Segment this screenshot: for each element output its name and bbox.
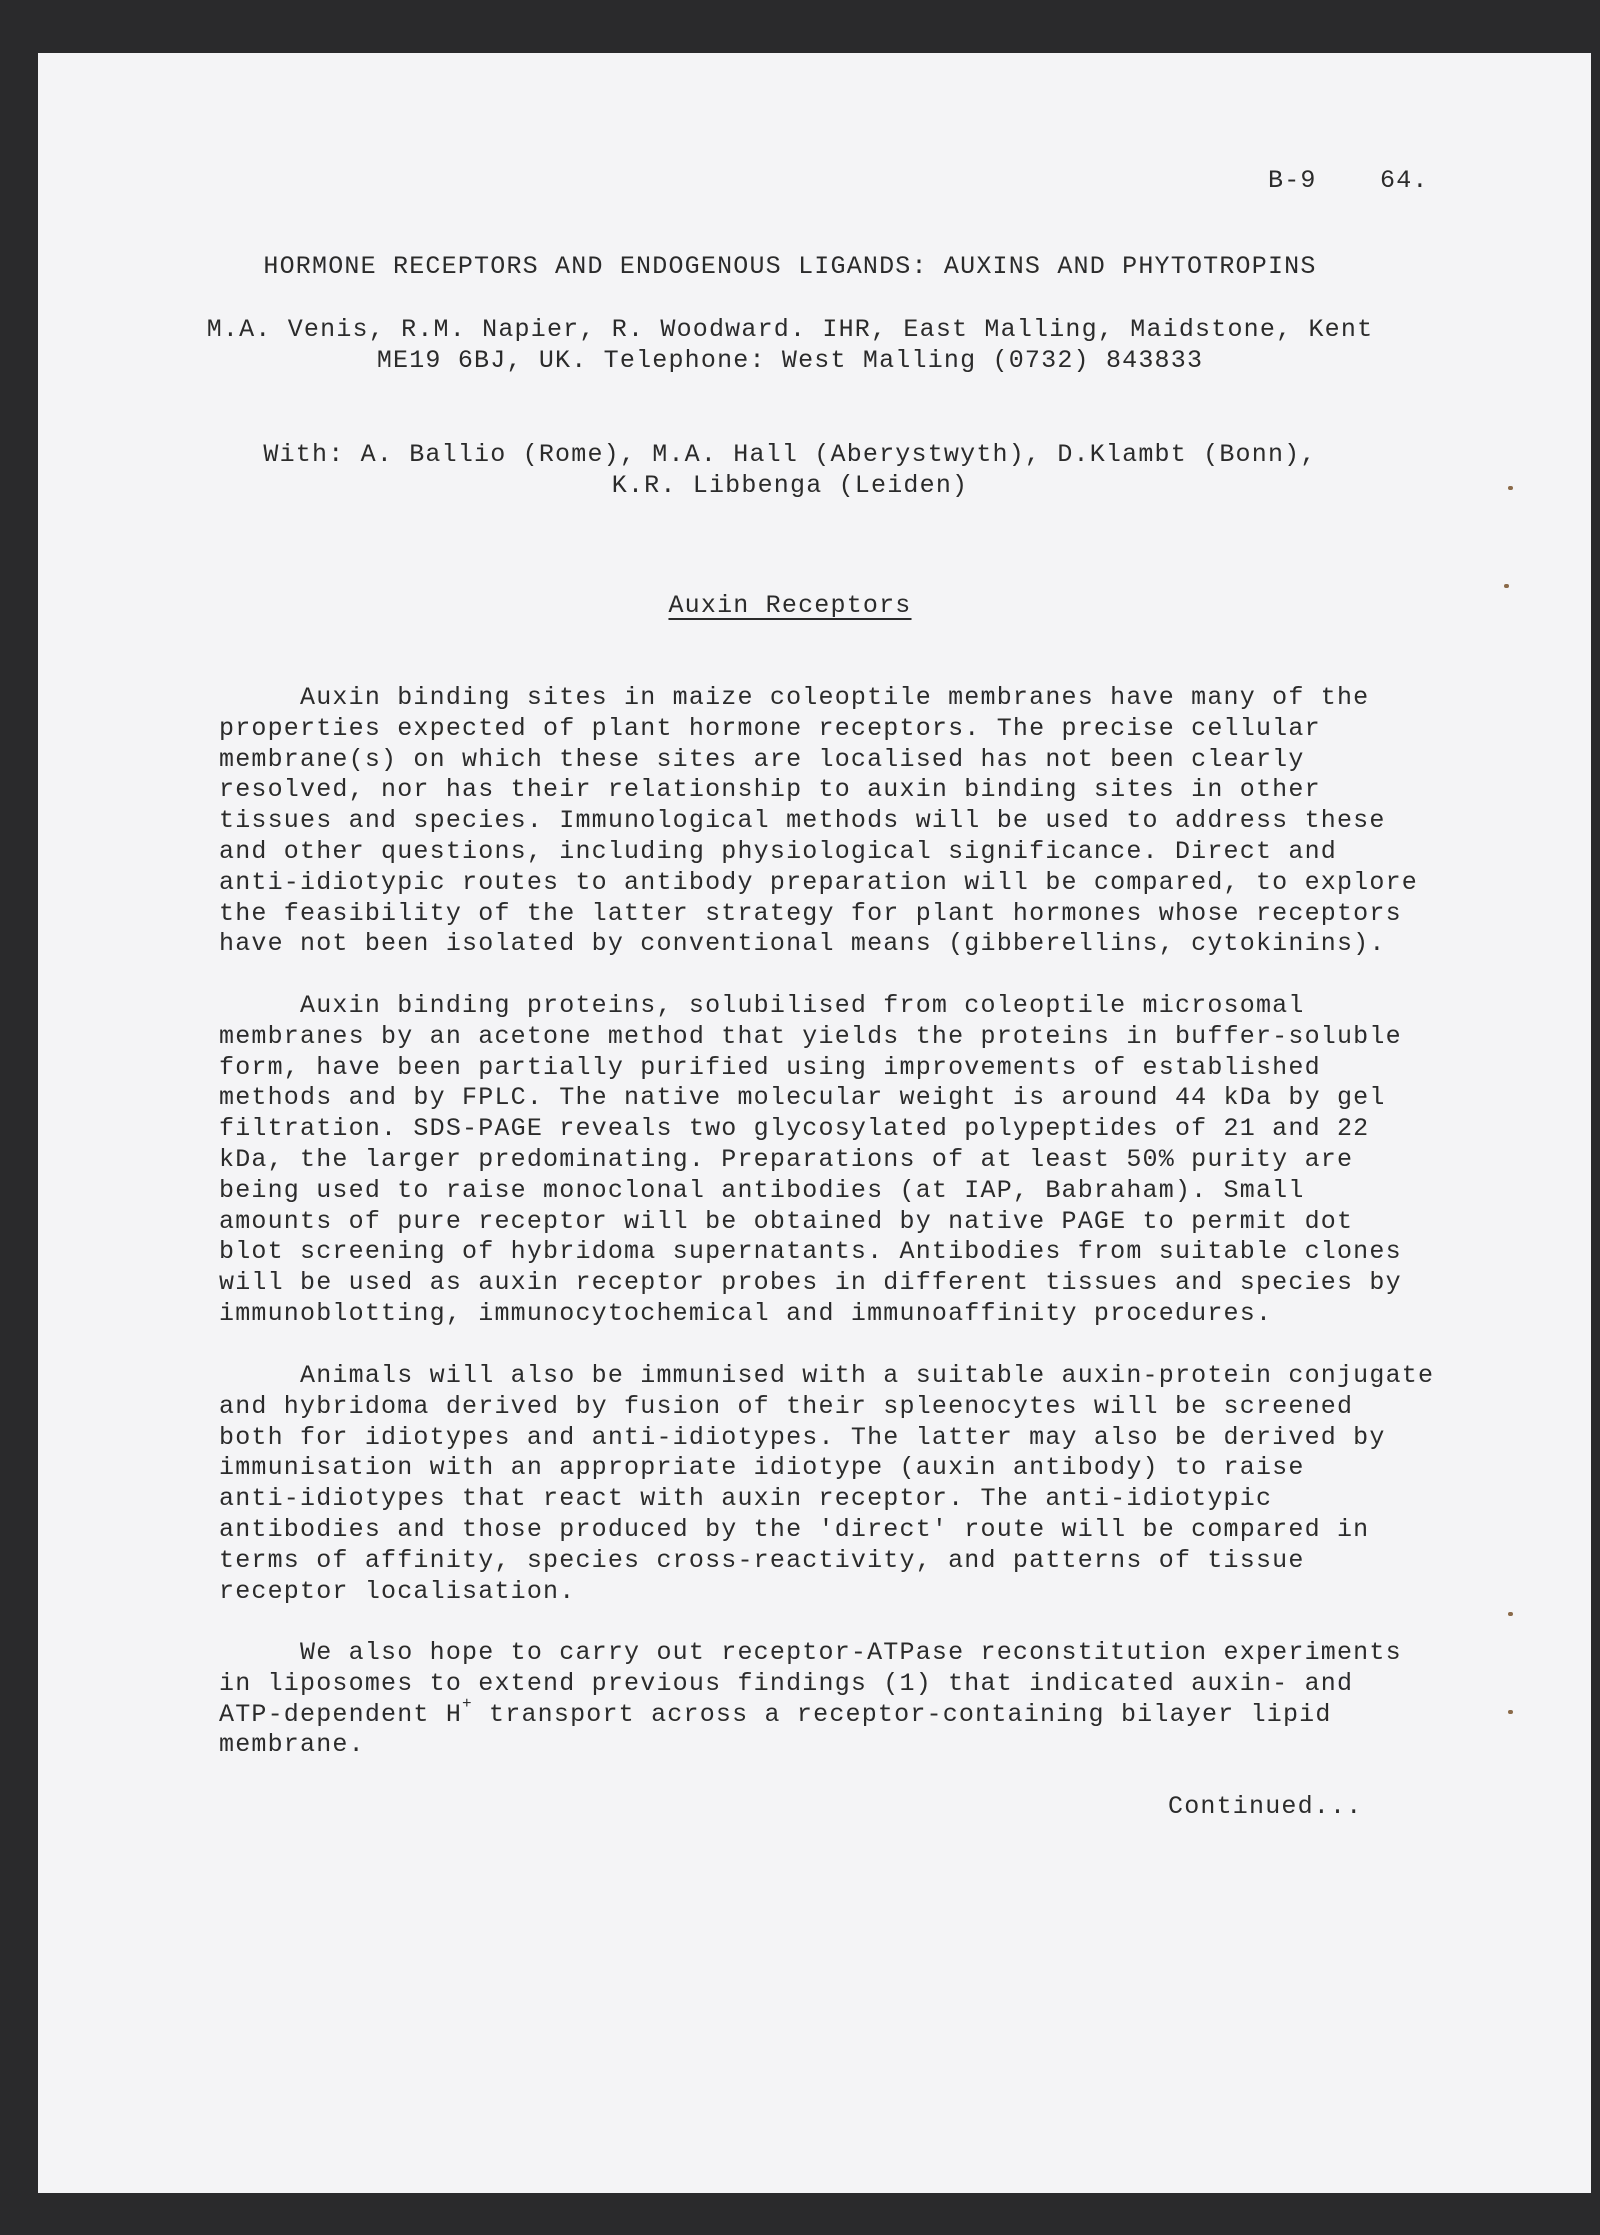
paper-speck: [1504, 584, 1509, 588]
text-line: form, have been partially purified using improvements of established: [219, 1052, 1321, 1082]
text-line: Auxin binding proteins, solubilised from coleoptile microsomal: [219, 991, 1305, 1020]
paragraph-4: [219, 1638, 1402, 1761]
paragraph-3: [219, 1361, 1434, 1607]
text-line: membranes by an acetone method that yields the proteins in buffer-soluble: [219, 1021, 1402, 1051]
paper-speck: [1508, 1710, 1513, 1714]
text-line: tissues and species. Immunological methods will be used to address these: [219, 806, 1386, 836]
text-line: anti-idiotypes that react with auxin receptor. The anti-idiotypic: [219, 1484, 1273, 1514]
paragraph-2: [219, 991, 1402, 1330]
collaborators-line-1: With: A. Ballio (Rome), M.A. Hall (Aberystwyth), D.Klambt (Bonn),: [263, 440, 1317, 469]
text-line: anti-idiotypic routes to antibody preparation will be compared, to explore: [219, 867, 1418, 897]
page-number: 64.: [1380, 166, 1429, 195]
text-line: kDa, the larger predominating. Preparations of at least 50% purity are: [219, 1144, 1354, 1174]
section-code: B-9: [1268, 166, 1317, 195]
text-line: properties expected of plant hormone receptors. The precise cellular: [219, 713, 1321, 743]
text-line: terms of affinity, species cross-reactivity, and patterns of tissue: [219, 1545, 1305, 1575]
text-line: have not been isolated by conventional means (gibberellins, cytokinins).: [219, 929, 1386, 959]
text-line: and other questions, including physiological significance. Direct and: [219, 836, 1337, 866]
text-line: both for idiotypes and anti-idiotypes. The latter may also be derived by: [219, 1422, 1386, 1452]
text-line: Auxin binding sites in maize coleoptile membranes have many of the: [219, 683, 1370, 712]
paragraph-1: [219, 683, 1418, 960]
paper-speck: [1508, 1612, 1513, 1616]
authors-line-2: ME19 6BJ, UK. Telephone: West Malling (0732) 843833: [376, 346, 1204, 375]
superscript: +: [462, 1694, 473, 1713]
text-line: being used to raise monoclonal antibodies (at IAP, Babraham). Small: [219, 1175, 1305, 1205]
text-line: We also hope to carry out receptor-ATPase reconstitution experiments: [219, 1638, 1402, 1667]
text-line: resolved, nor has their relationship to auxin binding sites in other: [219, 775, 1321, 805]
text-line: immunisation with an appropriate idiotype (auxin antibody) to raise: [219, 1453, 1305, 1483]
text-line: membrane.: [219, 1730, 365, 1760]
collaborators-line-2: K.R. Libbenga (Leiden): [611, 471, 969, 500]
text-line: amounts of pure receptor will be obtained by native PAGE to permit dot: [219, 1206, 1354, 1236]
text-line: blot screening of hybridoma supernatants. Antibodies from suitable clones: [219, 1237, 1402, 1267]
continued-note: Continued...: [1168, 1792, 1363, 1821]
paper-speck: [1508, 486, 1513, 490]
text-line: Animals will also be immunised with a suitable auxin-protein conjugate: [219, 1361, 1435, 1390]
text-line: filtration. SDS-PAGE reveals two glycosylated polypeptides of 21 and 22: [219, 1114, 1370, 1144]
text-line: [219, 1694, 1402, 1731]
text-line: and hybridoma derived by fusion of their spleenocytes will be screened: [219, 1391, 1354, 1421]
text-line: receptor localisation.: [219, 1576, 576, 1606]
text-line: immunoblotting, immunocytochemical and immunoaffinity procedures.: [219, 1298, 1273, 1328]
text-line: in liposomes to extend previous findings (1) that indicated auxin- and: [219, 1668, 1354, 1698]
text-segment: transport across a receptor-containing bilayer lipid: [472, 1699, 1332, 1729]
text-line: will be used as auxin receptor probes in different tissues and species by: [219, 1268, 1402, 1298]
document-title: HORMONE RECEPTORS AND ENDOGENOUS LIGANDS: AUXINS AND PHYTOTROPINS: [263, 252, 1317, 281]
text-line: membrane(s) on which these sites are localised has not been clearly: [219, 744, 1305, 774]
text-line: antibodies and those produced by the 'direct' route will be compared in: [219, 1514, 1370, 1544]
text-line: the feasibility of the latter strategy for plant hormones whose receptors: [219, 898, 1402, 928]
text-line: methods and by FPLC. The native molecular weight is around 44 kDa by gel: [219, 1083, 1386, 1113]
authors-line-1: M.A. Venis, R.M. Napier, R. Woodward. IHR, East Malling, Maidstone, Kent: [206, 315, 1374, 344]
section-heading: Auxin Receptors: [668, 591, 912, 620]
text-segment: ATP-dependent H: [219, 1699, 463, 1729]
